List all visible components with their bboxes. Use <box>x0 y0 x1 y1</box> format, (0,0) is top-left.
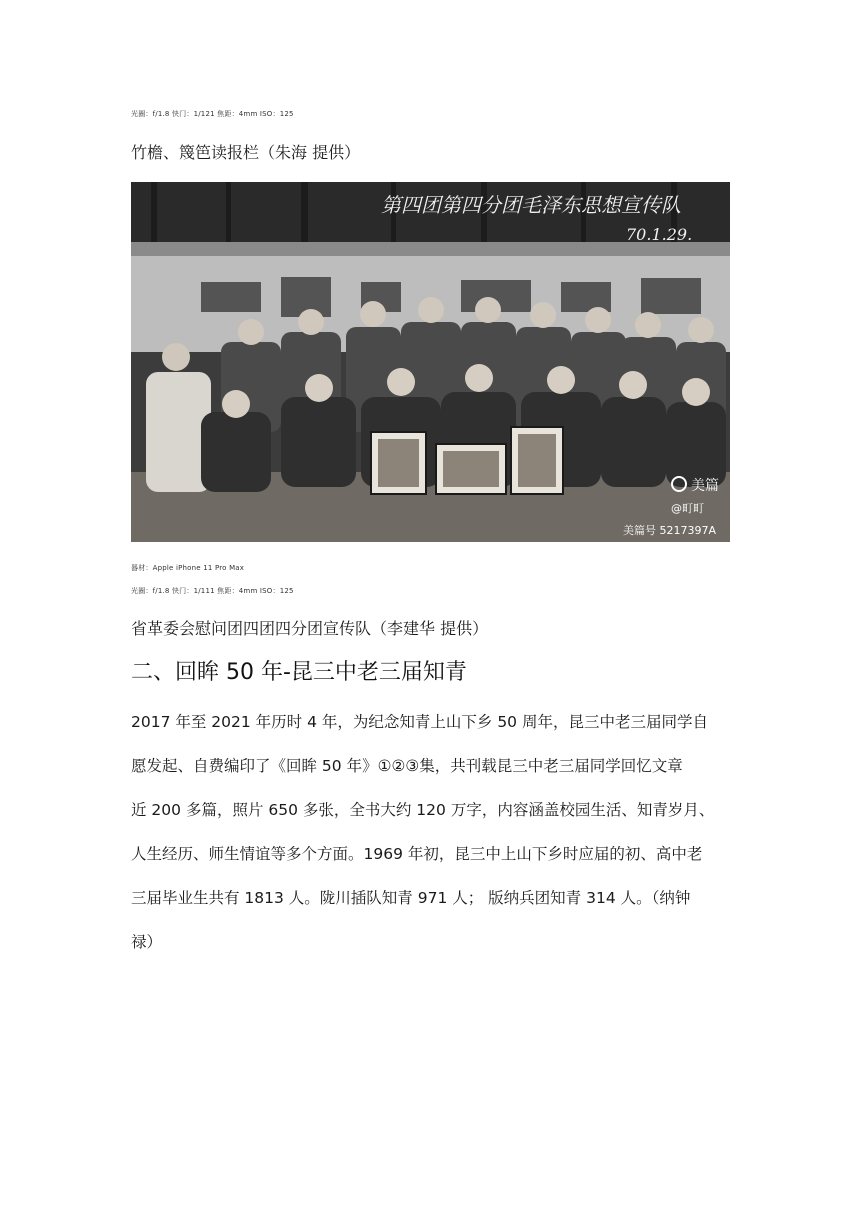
body-line: 2017 年至 2021 年历时 4 年，为纪念知青上山下乡 50 周年，昆三中老三届同学自 <box>131 713 708 731</box>
body-paragraph <box>131 700 731 964</box>
photo-exif-top: 光圈：f/1.8 快门：1/121 焦距：4mm ISO：125 <box>131 110 294 118</box>
historical-group-photo <box>131 182 730 542</box>
body-line: 三届毕业生共有 1813 人。陇川插队知青 971 人； 版纳兵团知青 314 人。（纳钟 <box>131 889 691 907</box>
watermark-id: 美篇号 5217397A <box>623 524 717 537</box>
body-line: 禄） <box>131 933 163 951</box>
body-line: 近 200 多篇，照片 650 多张，全书大约 120 万字，内容涵盖校园生活、知青岁月、 <box>131 801 715 819</box>
photo-handwriting: 第四团第四分团毛泽东思想宣传队 <box>381 193 681 217</box>
photo-caption-top: 竹檐、篾笆读报栏（朱海 提供） <box>131 143 361 162</box>
body-line: 人生经历、师生情谊等多个方面。1969 年初，昆三中上山下乡时应届的初、高中老 <box>131 845 703 863</box>
photo-handwriting-date: 70.1.29. <box>626 225 693 244</box>
photo-device: 器材：Apple iPhone 11 Pro Max <box>131 564 245 572</box>
photo-exif-bottom: 光圈：f/1.8 快门：1/111 焦距：4mm ISO：125 <box>131 587 294 595</box>
body-line: 愿发起、自费编印了《回眸 50 年》①②③集，共刊载昆三中老三届同学回忆文章 <box>131 757 683 775</box>
watermark-brand: 美篇 <box>691 478 719 494</box>
section-heading: 二、回眸 50 年-昆三中老三届知青 <box>131 660 467 685</box>
photo-caption-bottom: 省革委会慰问团四团四分团宣传队（李建华 提供） <box>131 619 489 638</box>
watermark-user: @町町 <box>671 502 704 515</box>
